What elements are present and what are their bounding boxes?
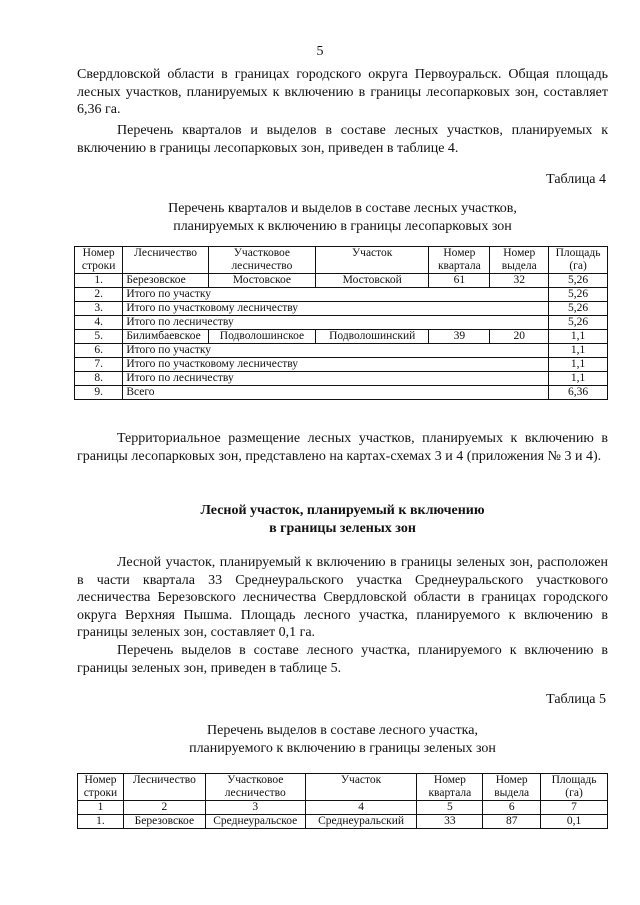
table4 (74, 246, 608, 400)
row-number: 1. (78, 815, 124, 829)
table5-header-cell: Номер строки (78, 774, 124, 801)
territorial-paragraph: Территориальное размещение лесных участков, планируемых к включению в границы лесопарковых зон, представлено на картах-схемах 3 и 4 (приложения № 3 и 4). (77, 431, 608, 464)
section-heading (77, 502, 608, 537)
section-heading-line2: в границы зеленых зон (269, 520, 416, 536)
table5-header-cell: Номер квартала (417, 774, 483, 801)
row-number: 9. (75, 386, 123, 400)
row-number: 7. (75, 358, 123, 372)
table-row (75, 302, 608, 316)
index-cell: 7 (541, 801, 608, 815)
quarter-cell: 39 (429, 330, 490, 344)
plot-cell: Подволошинский (315, 330, 428, 344)
table-row (75, 288, 608, 302)
total-label: Итого по лесничеству (123, 372, 549, 386)
table5-header-row (78, 774, 608, 801)
plot-cell: Мостовской (315, 274, 428, 288)
quarter-cell: 61 (429, 274, 490, 288)
table5-title-line2: планируемого к включению в границы зеленых зон (189, 740, 496, 756)
table5 (77, 773, 608, 829)
table4-header-row (75, 247, 608, 274)
section-heading-line1: Лесной участок, планируемый к включению (200, 503, 485, 518)
table5-title-line1: Перечень выделов в составе лесного участка, (207, 723, 478, 738)
green-paragraph-2: Перечень выделов в составе лесного участка, планируемого к включению в границы зеленых зон, приведен в таблице 5. (77, 643, 608, 676)
area-cell: 1,1 (549, 330, 608, 344)
table4-title-line2: планируемых к включению в границы лесопарковых зон (173, 218, 512, 234)
total-label: Итого по участковому лесничеству (123, 302, 549, 316)
area-cell: 5,26 (549, 316, 608, 330)
area-cell: 5,26 (549, 288, 608, 302)
table5-label: Таблица 5 (546, 692, 606, 707)
district-cell: Среднеуральское (205, 815, 305, 829)
table-row (75, 386, 608, 400)
quarter-cell: 33 (417, 815, 483, 829)
index-cell: 4 (305, 801, 417, 815)
row-number: 8. (75, 372, 123, 386)
table4-header-cell: Участок (315, 247, 428, 274)
table5-header-cell: Площадь (га) (541, 774, 608, 801)
plot-cell: Среднеуральский (305, 815, 417, 829)
district-cell: Подволошинское (208, 330, 315, 344)
total-label: Итого по участку (123, 344, 549, 358)
row-number: 4. (75, 316, 123, 330)
table-row (75, 316, 608, 330)
table-row (75, 358, 608, 372)
table5-header-cell: Участок (305, 774, 417, 801)
table4-header-cell: Номер квартала (429, 247, 490, 274)
table-row (78, 815, 608, 829)
table4-label: Таблица 4 (546, 172, 606, 187)
row-number: 5. (75, 330, 123, 344)
total-label: Итого по участковому лесничеству (123, 358, 549, 372)
area-cell: 1,1 (549, 358, 608, 372)
table-row (75, 372, 608, 386)
table4-title (77, 200, 608, 235)
table4-header-cell: Участковое лесничество (208, 247, 315, 274)
index-cell: 1 (78, 801, 124, 815)
forestry-cell: Березовское (123, 815, 205, 829)
area-cell: 0,1 (541, 815, 608, 829)
table-row (75, 274, 608, 288)
area-cell: 5,26 (549, 302, 608, 316)
table-row (75, 344, 608, 358)
area-cell: 5,26 (549, 274, 608, 288)
table5-index-row (78, 801, 608, 815)
table4-header-cell: Площадь (га) (549, 247, 608, 274)
green-paragraph-1: Лесной участок, планируемый к включению в границы зеленых зон, расположен в части квартала 33 Среднеуральского участка Среднеуральского участкового лесничества Березовского лесничества Свердловской области в границах городского округа Верхняя Пышма. Площадь лесного участка, планируемого к включению в границы зеленых зон, составляет 0,1 га. (77, 555, 608, 640)
allotment-cell: 87 (483, 815, 541, 829)
area-cell: 1,1 (549, 344, 608, 358)
allotment-cell: 20 (490, 330, 549, 344)
forestry-cell: Билимбаевское (123, 330, 209, 344)
district-cell: Мостовское (208, 274, 315, 288)
area-cell: 1,1 (549, 372, 608, 386)
row-number: 2. (75, 288, 123, 302)
index-cell: 5 (417, 801, 483, 815)
table-row (75, 330, 608, 344)
index-cell: 3 (205, 801, 305, 815)
table4-header-cell: Номер строки (75, 247, 123, 274)
intro-paragraph: Свердловской области в границах городского округа Первоуральск. Общая площадь лесных участков, планируемых к включению в границы лесопарковых зон, составляет 6,36 га. (77, 67, 608, 117)
table5-header-cell: Участковое лесничество (205, 774, 305, 801)
index-cell: 2 (123, 801, 205, 815)
row-number: 6. (75, 344, 123, 358)
total-label: Всего (123, 386, 549, 400)
table4-header-cell: Номер выдела (490, 247, 549, 274)
table5-header-cell: Лесничество (123, 774, 205, 801)
page-number: 5 (316, 44, 324, 59)
intro-paragraph-2: Перечень кварталов и выделов в составе лесных участков, планируемых к включению в границы лесопарковых зон, приведен в таблице 4. (77, 123, 608, 156)
row-number: 3. (75, 302, 123, 316)
table5-header-cell: Номер выдела (483, 774, 541, 801)
table4-header-cell: Лесничество (123, 247, 209, 274)
forestry-cell: Березовское (123, 274, 209, 288)
table4-title-line1: Перечень кварталов и выделов в составе лесных участков, (168, 201, 517, 216)
table5-title (77, 722, 608, 757)
area-cell: 6,36 (549, 386, 608, 400)
index-cell: 6 (483, 801, 541, 815)
row-number: 1. (75, 274, 123, 288)
total-label: Итого по участку (123, 288, 549, 302)
allotment-cell: 32 (490, 274, 549, 288)
total-label: Итого по лесничеству (123, 316, 549, 330)
